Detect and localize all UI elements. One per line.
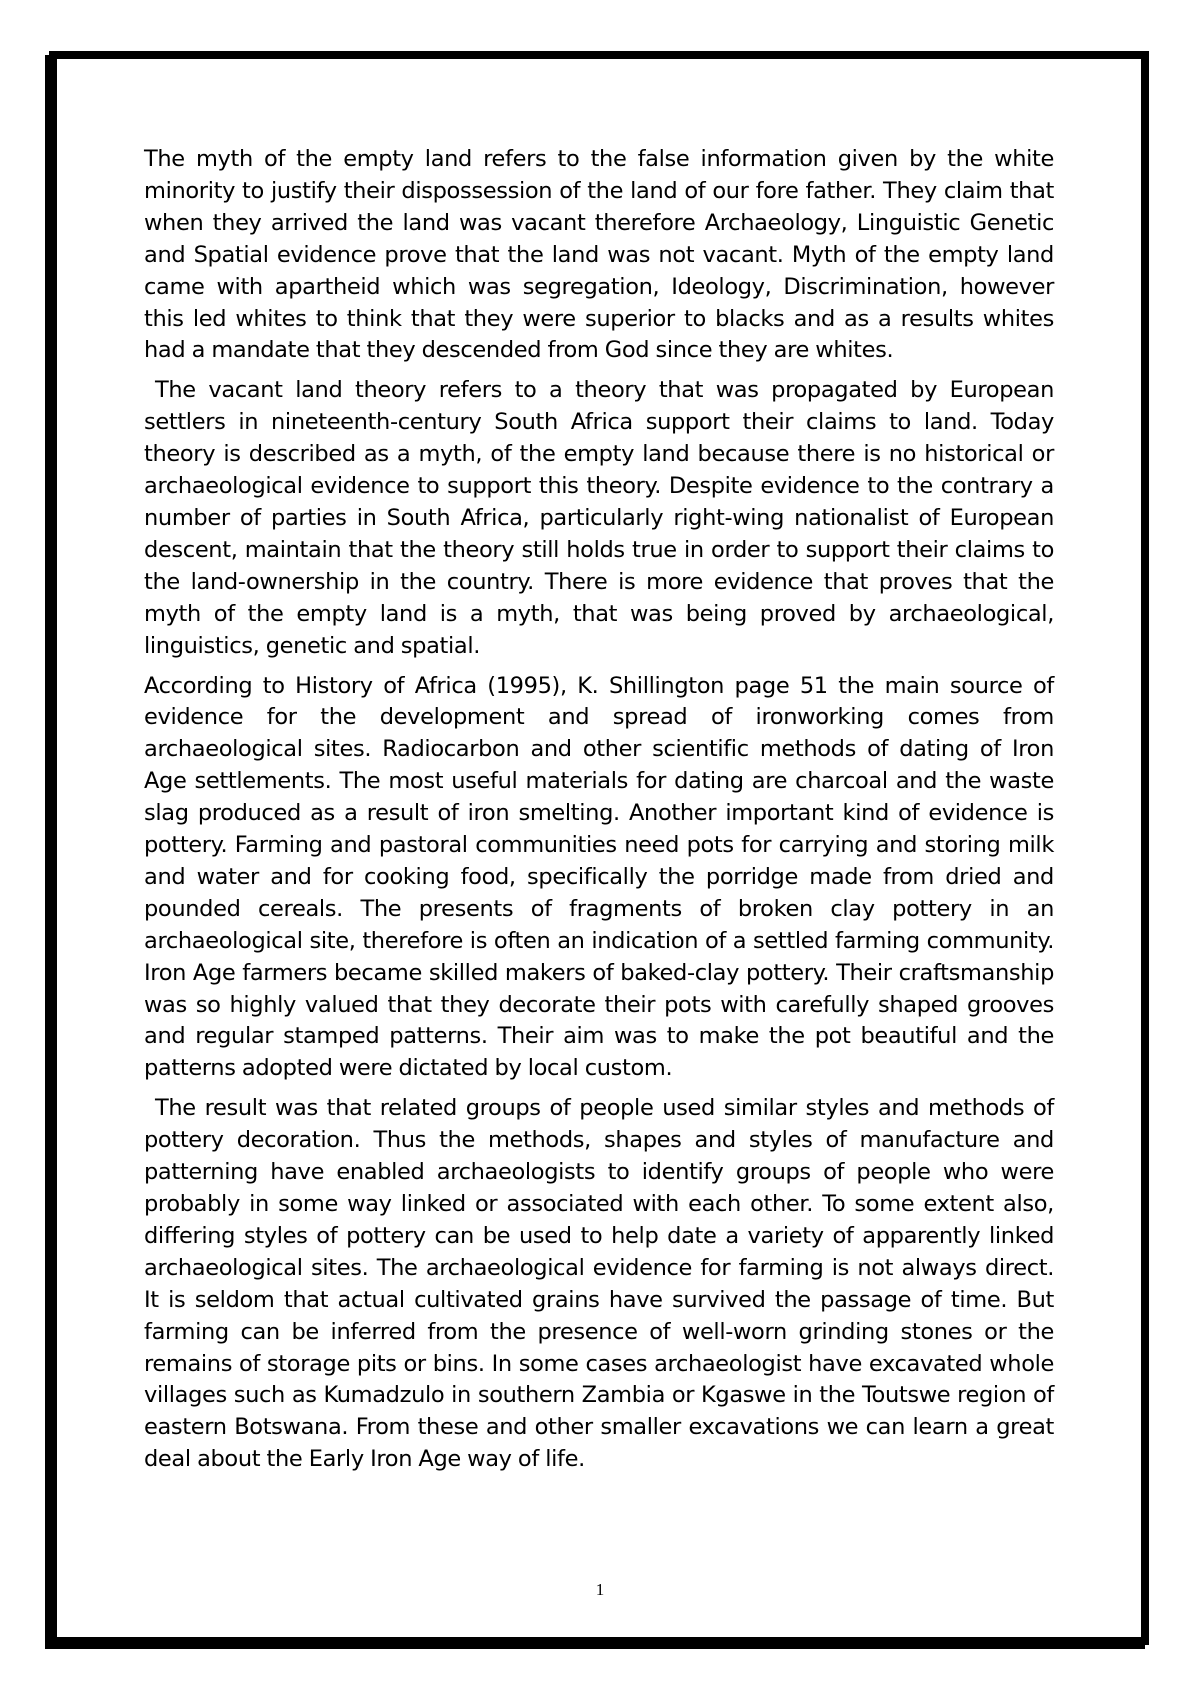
page-number: 1 xyxy=(595,1580,605,1599)
paragraph-ironworking-evidence: According to History of Africa (1995), K. Shillington page 51 the main source of evidence for the development and spread of ironworking comes from archaeological sites. Radiocarbon and other scientific methods of dating of Iron Age settlements. The most useful materials for dating are charcoal and the waste slag produced as a result of iron smelting. Another important kind of evidence is pottery. Farming and pastoral communities need pots for carrying and storing milk and water and for cooking food, specifically the porridge made from dried and pounded cereals. The presents of fragments of broken clay pottery in an archaeological site, therefore is often an indication of a settled farming community. Iron Age farmers became skilled makers of baked-clay pottery. Their craftsmanship was so highly valued that they decorate their pots with carefully shaped grooves and regular stamped patterns. Their aim was to make the pot beautiful and the patterns adopted were dictated by local custom. xyxy=(144,672,1054,1082)
paragraph-empty-land-myth: The myth of the empty land refers to the false information given by the white minority to justify their dispossession of the land of our fore father. They claim that when they arrived the land was vacant therefore Archaeology, Linguistic Genetic and Spatial evidence prove that the land was not vacant. Myth of the empty land came with apartheid which was segregation, Ideology, Discrimination, however this led whites to think that they were superior to blacks and as a results whites had a mandate that they descended from God since they are whites. xyxy=(144,146,1054,364)
paragraph-vacant-land-theory: The vacant land theory refers to a theory that was propagated by European settlers in nineteenth-century South Africa support their claims to land. Today theory is described as a myth, of the empty land because there is no historical or archaeological evidence to support this theory. Despite evidence to the contrary a number of parties in South Africa, particularly right-wing nationalist of European descent, maintain that the theory still holds true in order to support their claims to the land-ownership in the country. There is more evidence that proves that the myth of the empty land is a myth, that was being proved by archaeological, linguistics, genetic and spatial. xyxy=(144,377,1054,659)
paragraph-pottery-decoration: The result was that related groups of people used similar styles and methods of pottery decoration. Thus the methods, shapes and styles of manufacture and patterning have enabled archaeologists to identify groups of people who were probably in some way linked or associated with each other. To some extent also, differing styles of pottery can be used to help date a variety of apparently linked archaeological sites. The archaeological evidence for farming is not always direct. It is seldom that actual cultivated grains have survived the passage of time. But farming can be inferred from the presence of well-worn grinding stones or the remains of storage pits or bins. In some cases archaeologist have excavated whole villages such as Kumadzulo in southern Zambia or Kgaswe in the Toutswe region of eastern Botswana. From these and other smaller excavations we can learn a great deal about the Early Iron Age way of life. xyxy=(144,1095,1054,1473)
document-body xyxy=(144,144,1054,1484)
